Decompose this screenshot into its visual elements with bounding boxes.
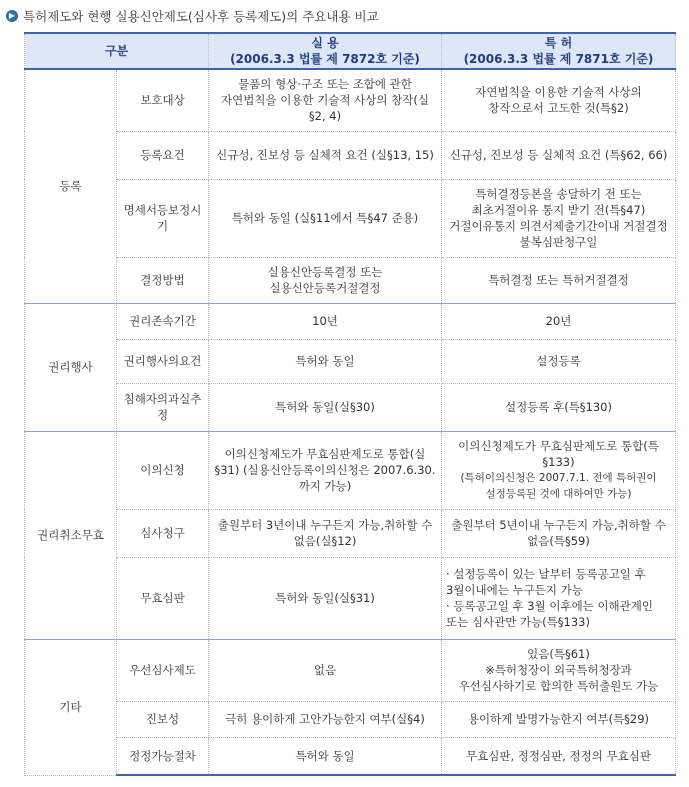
utility-cell: 실용신안등록결정 또는 실용신안등록거절결정 bbox=[209, 257, 442, 303]
header-utility-law: (2006.3.3 법률 제 7872호 기준) bbox=[230, 52, 420, 66]
row-label: 권리행사의요건 bbox=[117, 339, 209, 383]
table-row bbox=[25, 131, 676, 179]
patent-cell bbox=[442, 431, 676, 509]
table-row bbox=[25, 303, 676, 339]
comparison-table bbox=[24, 32, 676, 776]
patent-cell: 설정등록 bbox=[442, 339, 676, 383]
bullet-arrow-icon: ▶ bbox=[6, 10, 18, 22]
table-row bbox=[25, 639, 676, 701]
row-label: 무효심판 bbox=[117, 557, 209, 639]
utility-cell: 특허와 동일(실§31) bbox=[209, 557, 442, 639]
utility-cell: 특허와 동일 bbox=[209, 339, 442, 383]
table-row bbox=[25, 509, 676, 557]
patent-cell-main: 이의신청제도가 무효심판제도로 통합(특§133) bbox=[458, 439, 659, 469]
row-label: 정정가능절차 bbox=[117, 737, 209, 775]
utility-cell: 극히 용이하게 고안가능한지 여부(실§4) bbox=[209, 701, 442, 737]
table-row bbox=[25, 257, 676, 303]
utility-cell: 특허와 동일 (실§11에서 특§47 준용) bbox=[209, 179, 442, 257]
utility-cell: 10년 bbox=[209, 303, 442, 339]
group-other: 기타 bbox=[25, 639, 117, 775]
group-rights-exercise: 권리행사 bbox=[25, 303, 117, 431]
row-label: 보호대상 bbox=[117, 69, 209, 131]
patent-cell bbox=[442, 557, 676, 639]
group-registration: 등록 bbox=[25, 69, 117, 303]
table-row bbox=[25, 383, 676, 431]
patent-cell: 자연법칙을 이용한 기술적 사상의 창작으로서 고도한 것(특§2) bbox=[442, 69, 676, 131]
patent-cell-note: (특허이의신청은 2007.7.1. 전에 특허권이 설정등록된 것에 대하여만 가능) bbox=[460, 472, 657, 500]
utility-cell: 신규성, 진보성 등 실체적 요건 (실§13, 15) bbox=[209, 131, 442, 179]
patent-cell-line: · 등록공고일 후 3월 이후에는 이해관계인 또는 심사관만 가능(특§133) bbox=[446, 599, 653, 629]
utility-cell: 없음 bbox=[209, 639, 442, 701]
patent-cell: 20년 bbox=[442, 303, 676, 339]
row-label: 결정방법 bbox=[117, 257, 209, 303]
patent-cell-line: ※특허청장이 외국특허청장과 우선심사하기로 합의한 특허출원도 가능 bbox=[458, 663, 659, 693]
page-title bbox=[6, 6, 379, 26]
row-label: 우선심사제도 bbox=[117, 639, 209, 701]
table-row bbox=[25, 557, 676, 639]
patent-cell: 특허결정등본을 송달하기 전 또는 최초거절이유 통지 받기 전(특§47) 거절이유통지 의견서제출기간이내 거절결정 불복심판청구일 bbox=[442, 179, 676, 257]
row-label: 심사청구 bbox=[117, 509, 209, 557]
header-patent bbox=[442, 33, 676, 69]
row-label: 이의신청 bbox=[117, 431, 209, 509]
patent-cell: 특허결정 또는 특허거절결정 bbox=[442, 257, 676, 303]
header-category: 구분 bbox=[25, 33, 209, 69]
patent-cell: 출원부터 5년이내 누구든지 가능,취하할 수 없음(특§59) bbox=[442, 509, 676, 557]
utility-cell: 특허와 동일 bbox=[209, 737, 442, 775]
row-label: 등록요건 bbox=[117, 131, 209, 179]
patent-cell: 무효심판, 정정심판, 정정의 무효심판 bbox=[442, 737, 676, 775]
patent-cell: 용이하게 발명가능한지 여부(특§29) bbox=[442, 701, 676, 737]
page-title-text: 특허제도와 현행 실용신안제도(심사후 등록제도)의 주요내용 비교 bbox=[23, 9, 379, 24]
utility-cell: 특허와 동일(실§30) bbox=[209, 383, 442, 431]
table-row bbox=[25, 69, 676, 131]
table-row bbox=[25, 431, 676, 509]
header-utility-name: 실 용 bbox=[311, 36, 339, 50]
utility-cell: 이의신청제도가 무효심판제도로 통합(실§31) (실용신안등록이의신청은 2007.6.30.까지 가능) bbox=[209, 431, 442, 509]
table-row bbox=[25, 737, 676, 775]
header-utility bbox=[209, 33, 442, 69]
table-row bbox=[25, 701, 676, 737]
header-patent-name: 특 허 bbox=[544, 36, 573, 50]
table-header-row bbox=[25, 33, 676, 69]
row-label: 침해자의과실추정 bbox=[117, 383, 209, 431]
patent-cell bbox=[442, 639, 676, 701]
table-row bbox=[25, 179, 676, 257]
row-label: 권리존속기간 bbox=[117, 303, 209, 339]
utility-cell: 출원부터 3년이내 누구든지 가능,취하할 수 없음(실§12) bbox=[209, 509, 442, 557]
patent-cell: 신규성, 진보성 등 실체적 요건 (특§62, 66) bbox=[442, 131, 676, 179]
header-patent-law: (2006.3.3 법률 제 7871호 기준) bbox=[463, 52, 654, 66]
row-label: 진보성 bbox=[117, 701, 209, 737]
table-row bbox=[25, 339, 676, 383]
utility-cell: 물품의 형상·구조 또는 조합에 관한 자연법칙을 이용한 기술적 사상의 창작(실§2, 4) bbox=[209, 69, 442, 131]
patent-cell-line: 있음(특§61) bbox=[527, 647, 590, 661]
patent-cell: 설정등록 후(특§130) bbox=[442, 383, 676, 431]
row-label: 명세서등보정시기 bbox=[117, 179, 209, 257]
group-cancellation-invalidation: 권리취소무효 bbox=[25, 431, 117, 639]
patent-cell-line: · 설정등록이 있는 날부터 등록공고일 후 3월이내에는 누구든지 가능 bbox=[446, 567, 646, 597]
